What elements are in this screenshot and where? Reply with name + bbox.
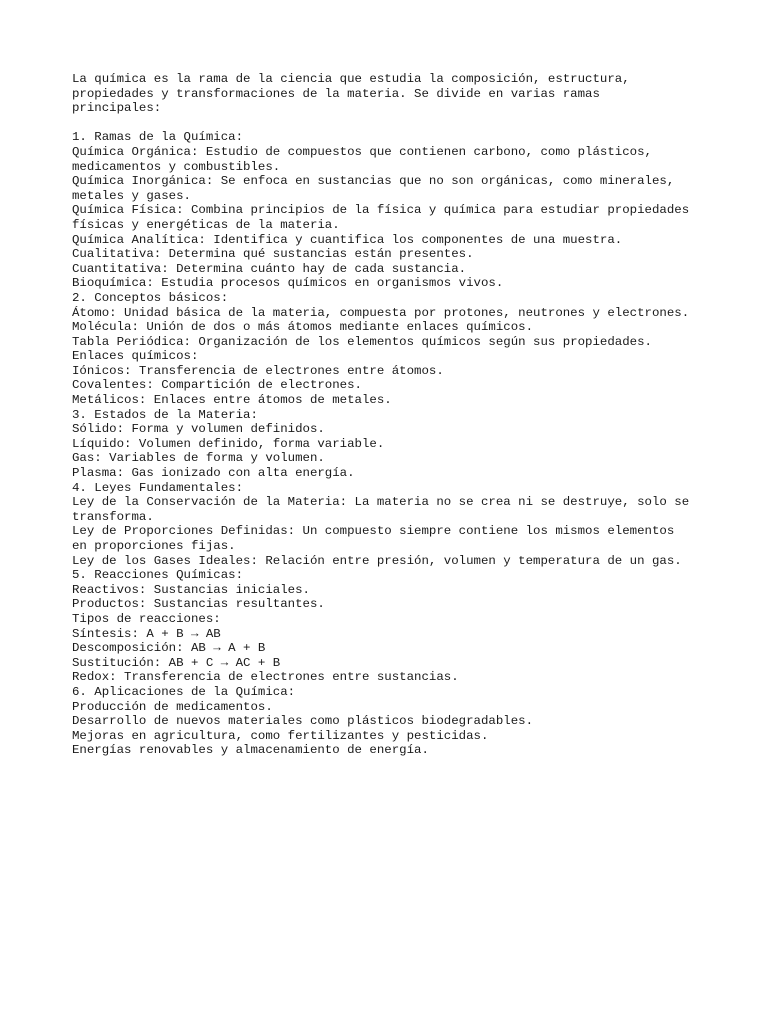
section-heading: 3. Estados de la Materia: bbox=[72, 407, 258, 422]
section-heading: 1. Ramas de la Química: bbox=[72, 130, 244, 145]
text-line: Química Orgánica: Estudio de compuestos que contienen carbono, como plásticos, bbox=[72, 144, 652, 159]
paragraph-spacer bbox=[72, 116, 712, 131]
text-line: La química es la rama de la ciencia que estudia la composición, estructura, bbox=[72, 72, 630, 86]
text-line: Redox: Transferencia de electrones entre sustancias. bbox=[72, 670, 459, 685]
text-line: Bioquímica: Estudia procesos químicos en organismos vivos. bbox=[72, 276, 504, 291]
text-line: Metálicos: Enlaces entre átomos de metales. bbox=[72, 393, 392, 408]
text-line: Ley de Proporciones Definidas: Un compuesto siempre contiene los mismos elementos bbox=[72, 524, 675, 539]
document-page bbox=[72, 72, 712, 758]
text-line: medicamentos y combustibles. bbox=[72, 159, 281, 174]
text-line: principales: bbox=[72, 101, 162, 116]
text-line: Reactivos: Sustancias iniciales. bbox=[72, 582, 310, 597]
text-line: Líquido: Volumen definido, forma variable. bbox=[72, 436, 385, 451]
section-heading: 6. Aplicaciones de la Química: bbox=[72, 684, 296, 699]
text-line: Sustitución: AB + C → AC + B bbox=[72, 655, 281, 670]
text-line: Síntesis: A + B → AB bbox=[72, 626, 221, 641]
section-heading: 2. Conceptos básicos: bbox=[72, 290, 229, 305]
text-line: Química Analítica: Identifica y cuantifica los componentes de una muestra. bbox=[72, 232, 623, 247]
intro-paragraph bbox=[72, 72, 712, 116]
text-line: metales y gases. bbox=[72, 188, 191, 203]
text-line: Covalentes: Compartición de electrones. bbox=[72, 378, 362, 393]
text-line: Ley de la Conservación de la Materia: La materia no se crea ni se destruye, solo se bbox=[72, 495, 690, 510]
text-line: Química Física: Combina principios de la física y química para estudiar propiedades bbox=[72, 203, 690, 218]
text-line: Tabla Periódica: Organización de los elementos químicos según sus propiedades. bbox=[72, 334, 652, 349]
text-line: Ley de los Gases Ideales: Relación entre presión, volumen y temperatura de un gas. bbox=[72, 553, 682, 568]
text-line: transforma. bbox=[72, 509, 154, 524]
text-line: Desarrollo de nuevos materiales como plásticos biodegradables. bbox=[72, 714, 534, 729]
text-line: Sólido: Forma y volumen definidos. bbox=[72, 422, 325, 437]
text-line: Energías renovables y almacenamiento de energía. bbox=[72, 743, 429, 758]
text-line: Química Inorgánica: Se enfoca en sustancias que no son orgánicas, como minerales, bbox=[72, 174, 675, 189]
text-line: Descomposición: AB → A + B bbox=[72, 641, 266, 656]
text-line: Mejoras en agricultura, como fertilizantes y pesticidas. bbox=[72, 728, 489, 743]
body-content bbox=[72, 130, 712, 758]
text-line: físicas y energéticas de la materia. bbox=[72, 217, 340, 232]
text-line: propiedades y transformaciones de la materia. Se divide en varias ramas bbox=[72, 86, 600, 101]
text-line: Cuantitativa: Determina cuánto hay de cada sustancia. bbox=[72, 261, 467, 276]
section-heading: 4. Leyes Fundamentales: bbox=[72, 480, 244, 495]
text-line: Enlaces químicos: bbox=[72, 349, 199, 364]
text-line: Gas: Variables de forma y volumen. bbox=[72, 451, 325, 466]
text-line: Cualitativa: Determina qué sustancias están presentes. bbox=[72, 247, 474, 262]
text-line: Iónicos: Transferencia de electrones entre átomos. bbox=[72, 363, 444, 378]
text-line: Átomo: Unidad básica de la materia, compuesta por protones, neutrones y electrones. bbox=[72, 305, 690, 320]
section-heading: 5. Reacciones Químicas: bbox=[72, 568, 244, 583]
text-line: Plasma: Gas ionizado con alta energía. bbox=[72, 466, 355, 481]
text-line: Tipos de reacciones: bbox=[72, 611, 221, 626]
text-line: Productos: Sustancias resultantes. bbox=[72, 597, 325, 612]
text-line: Producción de medicamentos. bbox=[72, 699, 273, 714]
text-line: Molécula: Unión de dos o más átomos mediante enlaces químicos. bbox=[72, 320, 534, 335]
text-line: en proporciones fijas. bbox=[72, 539, 236, 553]
